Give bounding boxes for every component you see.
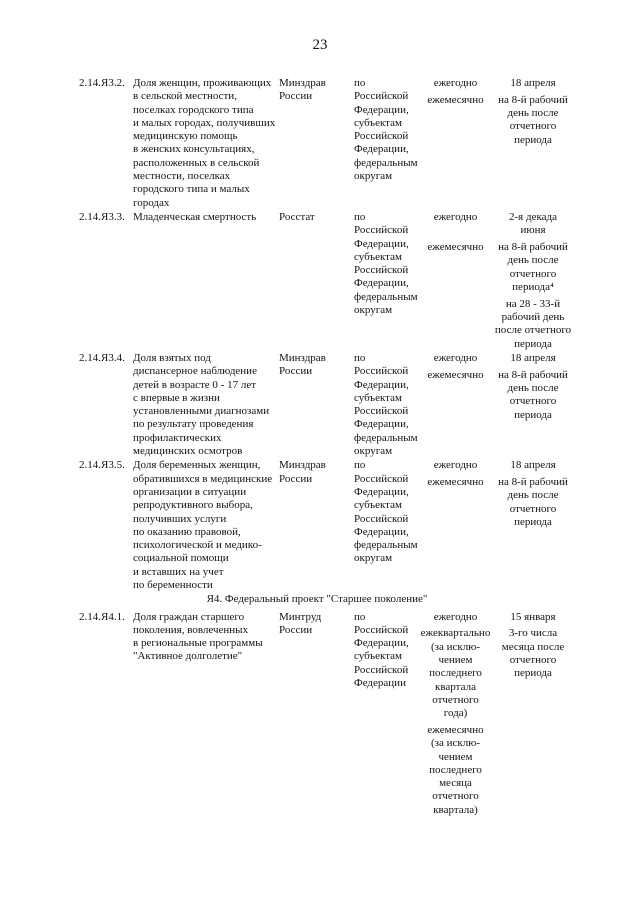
page-number: 23: [312, 37, 328, 53]
indicator-description: Младенческая смертность: [133, 210, 257, 223]
frequency: ежеквартально (за исклю- чением последнего квартала отчетного года): [420, 627, 491, 720]
deadlines: [493, 211, 573, 238]
table-row: [79, 77, 573, 210]
territory-level: по Российской Федерации, субъектам Российской Федерации, федеральным округам: [354, 351, 418, 458]
frequency: ежемесячно: [427, 368, 484, 381]
schedule: [410, 352, 573, 458]
indicator-code: 2.14.Я3.5.: [79, 459, 125, 472]
deadline: 18 апреля: [510, 77, 556, 89]
schedule-entry: [410, 611, 573, 624]
deadlines: [493, 459, 573, 472]
deadline: на 8-й рабочий день после отчетного периода: [498, 368, 568, 421]
deadline: на 8-й рабочий день после отчетного периода⁴: [498, 241, 568, 293]
indicator-description: Доля граждан старшего поколения, вовлеченных в региональные программы "Активное долголетие": [133, 610, 263, 663]
schedule-entry: [410, 369, 573, 422]
table-row: [79, 459, 573, 592]
indicator-code: 2.14.Я3.3.: [79, 210, 125, 223]
deadlines: [493, 94, 573, 147]
frequency: ежемесячно: [427, 476, 484, 489]
schedule-entry: [410, 476, 573, 529]
indicator-table: [79, 77, 573, 818]
responsible-agency: Минтруд России: [279, 610, 322, 636]
indicator-description: Доля женщин, проживающих в сельской местности, поселках городского типа и малых городах, получивших медицинскую помощь в женских консультациях, расположенных в сельской местности, поселках городского типа и малых городах: [133, 77, 276, 209]
schedule-entry: [410, 627, 573, 720]
responsible-agency: Минздрав России: [279, 459, 326, 485]
schedule-entry: [410, 77, 573, 90]
schedule-entry: [410, 724, 573, 817]
schedule: [410, 459, 573, 592]
territory-level: по Российской Федерации, субъектам Российской Федерации, федеральным округам: [354, 77, 418, 183]
indicator-code: 2.14.Я3.2.: [79, 77, 125, 89]
deadlines: [493, 369, 573, 422]
frequency: ежегодно: [433, 610, 478, 623]
section-heading: Я4. Федеральный проект "Старшее поколение": [206, 593, 428, 606]
schedule: [410, 211, 573, 351]
deadlines: [493, 476, 573, 529]
territory-level: по Российской Федерации, субъектам Российской Федерации, федеральным округам: [354, 210, 418, 317]
deadline: 2-я декада июня: [509, 210, 557, 237]
indicator-code: 2.14.Я4.1.: [79, 610, 125, 623]
schedule-entry: [410, 352, 573, 365]
deadline: 15 января: [510, 610, 556, 623]
deadline: 3-го числа месяца после отчетного периода: [501, 627, 565, 680]
deadlines: [493, 352, 573, 365]
deadline: 18 апреля: [510, 459, 556, 472]
responsible-agency: Минздрав России: [279, 77, 326, 103]
schedule-entry: [410, 241, 573, 351]
responsible-agency: Росстат: [279, 210, 315, 223]
table-row: [79, 611, 573, 817]
frequency: ежемесячно (за исклю- чением последнего месяца отчетного квартала): [427, 723, 484, 816]
schedule-entry: [410, 459, 573, 472]
frequency: ежегодно: [433, 77, 478, 89]
indicator-code: 2.14.Я3.4.: [79, 351, 125, 364]
deadline: на 8-й рабочий день после отчетного периода: [498, 93, 568, 146]
deadlines: [493, 627, 573, 720]
deadline: 18 апреля: [510, 351, 556, 364]
deadlines: [493, 611, 573, 624]
frequency: ежемесячно: [427, 241, 484, 254]
table-row: [79, 352, 573, 458]
deadlines: [493, 724, 573, 817]
schedule-entry: [410, 94, 573, 147]
frequency: ежегодно: [433, 210, 478, 223]
indicator-description: Доля беременных женщин, обратившихся в медицинские организации в ситуации репродуктивного выбора, получивших услуги по оказанию правовой, психологической и медико- социальной помощи и вставших на учет по беременности: [133, 459, 273, 591]
responsible-agency: Минздрав России: [279, 351, 326, 378]
schedule-entry: [410, 211, 573, 238]
frequency: ежемесячно: [427, 93, 484, 106]
schedule: [410, 77, 573, 210]
deadlines: [493, 77, 573, 90]
indicator-description: Доля взятых под диспансерное наблюдение детей в возрасте 0 - 17 лет с впервые в жизни установленными диагнозами по результату проведения профилактических медицинских осмотров: [133, 351, 270, 458]
territory-level: по Российской Федерации, субъектам Российской Федерации: [354, 610, 409, 690]
territory-level: по Российской Федерации, субъектам Российской Федерации, федеральным округам: [354, 459, 418, 565]
frequency: ежегодно: [433, 351, 478, 364]
deadline: на 28 - 33-й рабочий день после отчетного периода: [494, 297, 572, 350]
deadline: на 8-й рабочий день после отчетного периода: [498, 476, 568, 528]
table-row: [79, 211, 573, 351]
schedule: [410, 611, 573, 817]
frequency: ежегодно: [433, 459, 478, 472]
deadlines: [493, 241, 573, 351]
